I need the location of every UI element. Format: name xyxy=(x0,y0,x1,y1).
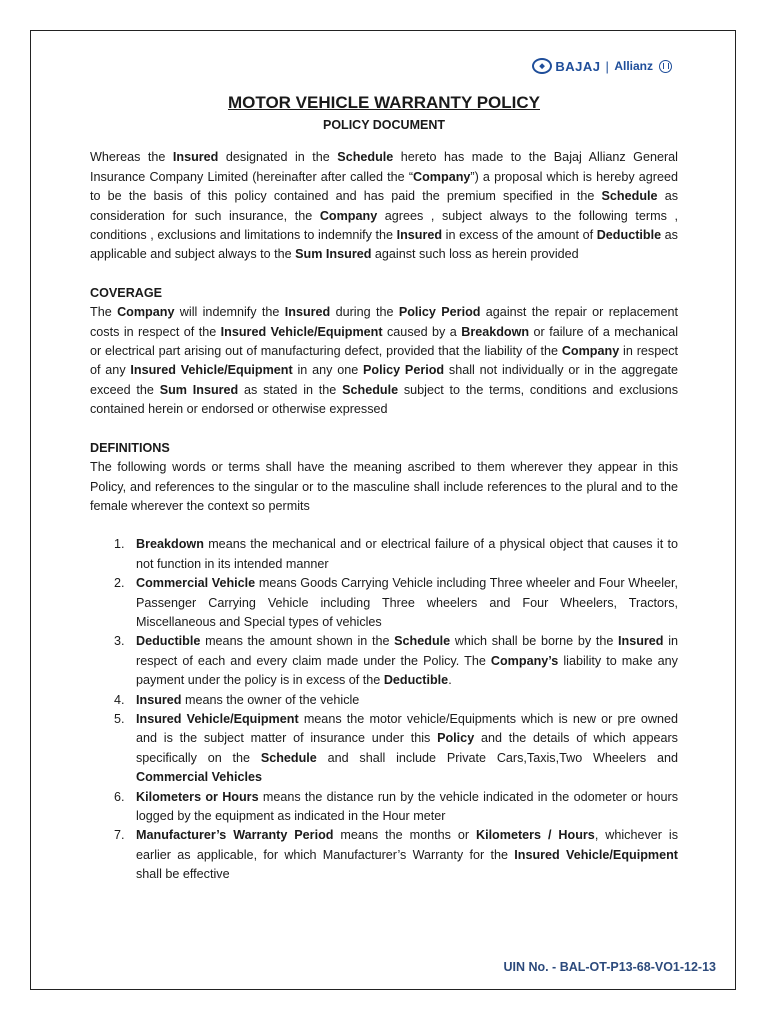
bold-term: Schedule xyxy=(337,150,394,165)
coverage-heading: COVERAGE xyxy=(90,285,163,300)
definition-item: 4. Insured means the owner of the vehicle xyxy=(90,691,678,710)
definition-number: 7. xyxy=(114,828,125,843)
bold-term: Schedule xyxy=(601,189,658,204)
bold-term: Policy Period xyxy=(363,363,445,378)
bold-term: Deductible xyxy=(136,634,201,649)
definitions-heading: DEFINITIONS xyxy=(90,440,170,455)
bold-term: Breakdown xyxy=(461,324,530,339)
bold-term: Schedule xyxy=(342,382,399,397)
bold-term: Insured xyxy=(172,150,219,165)
bold-term: Deductible xyxy=(596,228,662,243)
bold-term: Policy xyxy=(437,731,475,746)
definition-item: 2. Commercial Vehicle means Goods Carrying Vehicle including Three wheeler and Four Wheeler, Passenger Carrying Vehicle including Three wheelers and Four Wheelers, Tractors, Miscellaneous and Special types of vehicles xyxy=(114,576,678,629)
bold-term: Company xyxy=(561,344,620,359)
document-body xyxy=(90,92,678,885)
bold-term: Company xyxy=(117,305,175,320)
bold-term: Sum Insured xyxy=(159,382,239,397)
definition-item: 6. Kilometers or Hours means the distance run by the vehicle indicated in the odometer or hours logged by the equipment as indicated in the Hour meter xyxy=(114,789,678,823)
allianz-eagle-icon xyxy=(659,60,672,73)
document-title: MOTOR VEHICLE WARRANTY POLICY xyxy=(227,93,540,112)
definition-item: 7. Manufacturer’s Warranty Period means the months or Kilometers / Hours, whichever is earlier as applicable, for which Manufacturer’s Warranty for the Insured Vehicle/Equipment shall be effective xyxy=(114,828,678,882)
definitions-intro: The following words or terms shall have the meaning ascribed to them wherever they appear in this Policy, and references to the singular or to the masculine shall include references to the plural and to the female wherever the context so permits xyxy=(90,460,678,513)
intro-paragraph: Whereas the Insured designated in the Schedule hereto has made to the Bajaj Allianz General Insurance Company Limited (hereinafter after called the “Company”) a proposal which is hereby agreed to be the basis of this policy contained and has paid the premium specified in the Schedule as consideration for such insurance, the Company agrees , subject always to the following terms , conditions , exclusions and limitations to indemnify the Insured in excess of the amount of Deductible as applicable and subject always to the Sum Insured against such loss as herein provided xyxy=(90,150,678,262)
bold-term: Insured xyxy=(284,305,331,320)
bold-term: Policy Period xyxy=(398,305,481,320)
definition-number: 4. xyxy=(114,692,125,707)
bold-term: Company’s xyxy=(490,653,559,668)
bold-term: Company xyxy=(319,208,378,223)
bold-term: Schedule xyxy=(260,750,317,765)
bold-term: Insured Vehicle/Equipment xyxy=(220,324,383,339)
definition-item: 3. Deductible means the amount shown in the Schedule which shall be borne by the Insured in respect of each and every claim made under the Policy. The Company’s liability to make any payment under the policy is in excess of the Deductible. xyxy=(114,634,678,688)
bold-term: Kilometers / Hours xyxy=(475,828,595,843)
definition-number: 3. xyxy=(114,634,125,649)
definition-item: 1. Breakdown means the mechanical and or electrical failure of a physical object that causes it to not function in its intended manner xyxy=(114,537,678,571)
bold-term: Manufacturer’s Warranty Period xyxy=(136,828,334,843)
bold-term: Schedule xyxy=(394,634,451,649)
definition-number: 1. xyxy=(114,537,125,552)
bajaj-allianz-logo xyxy=(532,58,672,74)
document-subtitle: POLICY DOCUMENT xyxy=(323,118,445,132)
bold-term: Breakdown xyxy=(136,537,204,552)
bold-term: Company xyxy=(413,169,471,184)
logo-separator: | xyxy=(605,58,610,74)
uin-number: UIN No. - BAL-OT-P13-68-VO1-12-13 xyxy=(503,960,716,974)
bold-term: Sum Insured xyxy=(295,247,372,262)
bold-term: Insured xyxy=(618,634,664,649)
logo-brand-right: Allianz xyxy=(614,59,653,73)
bold-term: Deductible xyxy=(383,673,449,688)
bold-term: Insured Vehicle/Equipment xyxy=(130,363,293,378)
definitions-list xyxy=(90,535,678,884)
coverage-paragraph: The Company will indemnify the Insured during the Policy Period against the repair or replacement costs in respect of the Insured Vehicle/Equipment caused by a Breakdown or failure of a mechanical or electrical part arising out of manufacturing defect, provided that the liability of the Company in respect of any Insured Vehicle/Equipment in any one Policy Period shall not individually or in the aggregate exceed the Sum Insured as stated in the Schedule subject to the terms, conditions and exclusions contained herein or endorsed or otherwise expressed xyxy=(90,305,679,417)
bold-term: Kilometers or Hours xyxy=(136,789,259,804)
bajaj-emblem-icon: ◆ xyxy=(532,58,552,74)
bold-term: Commercial Vehicles xyxy=(136,770,263,785)
definition-number: 5. xyxy=(114,711,125,726)
bold-term: Insured xyxy=(136,692,182,707)
definition-number: 2. xyxy=(114,576,125,591)
bold-term: Insured xyxy=(396,228,443,243)
bold-term: Insured Vehicle/Equipment xyxy=(514,847,678,862)
logo-brand-left: BAJAJ xyxy=(555,58,601,74)
bold-term: Insured Vehicle/Equipment xyxy=(136,711,299,726)
definition-item: 5. Insured Vehicle/Equipment means the motor vehicle/Equipments which is new or pre owned and is the subject matter of insurance under this Policy and the details of which appears specifically on the Schedule and shall include Private Cars,Taxis,Two Wheelers and Commercial Vehicles xyxy=(114,711,679,785)
bold-term: Commercial Vehicle xyxy=(136,576,256,591)
definition-number: 6. xyxy=(114,789,125,804)
